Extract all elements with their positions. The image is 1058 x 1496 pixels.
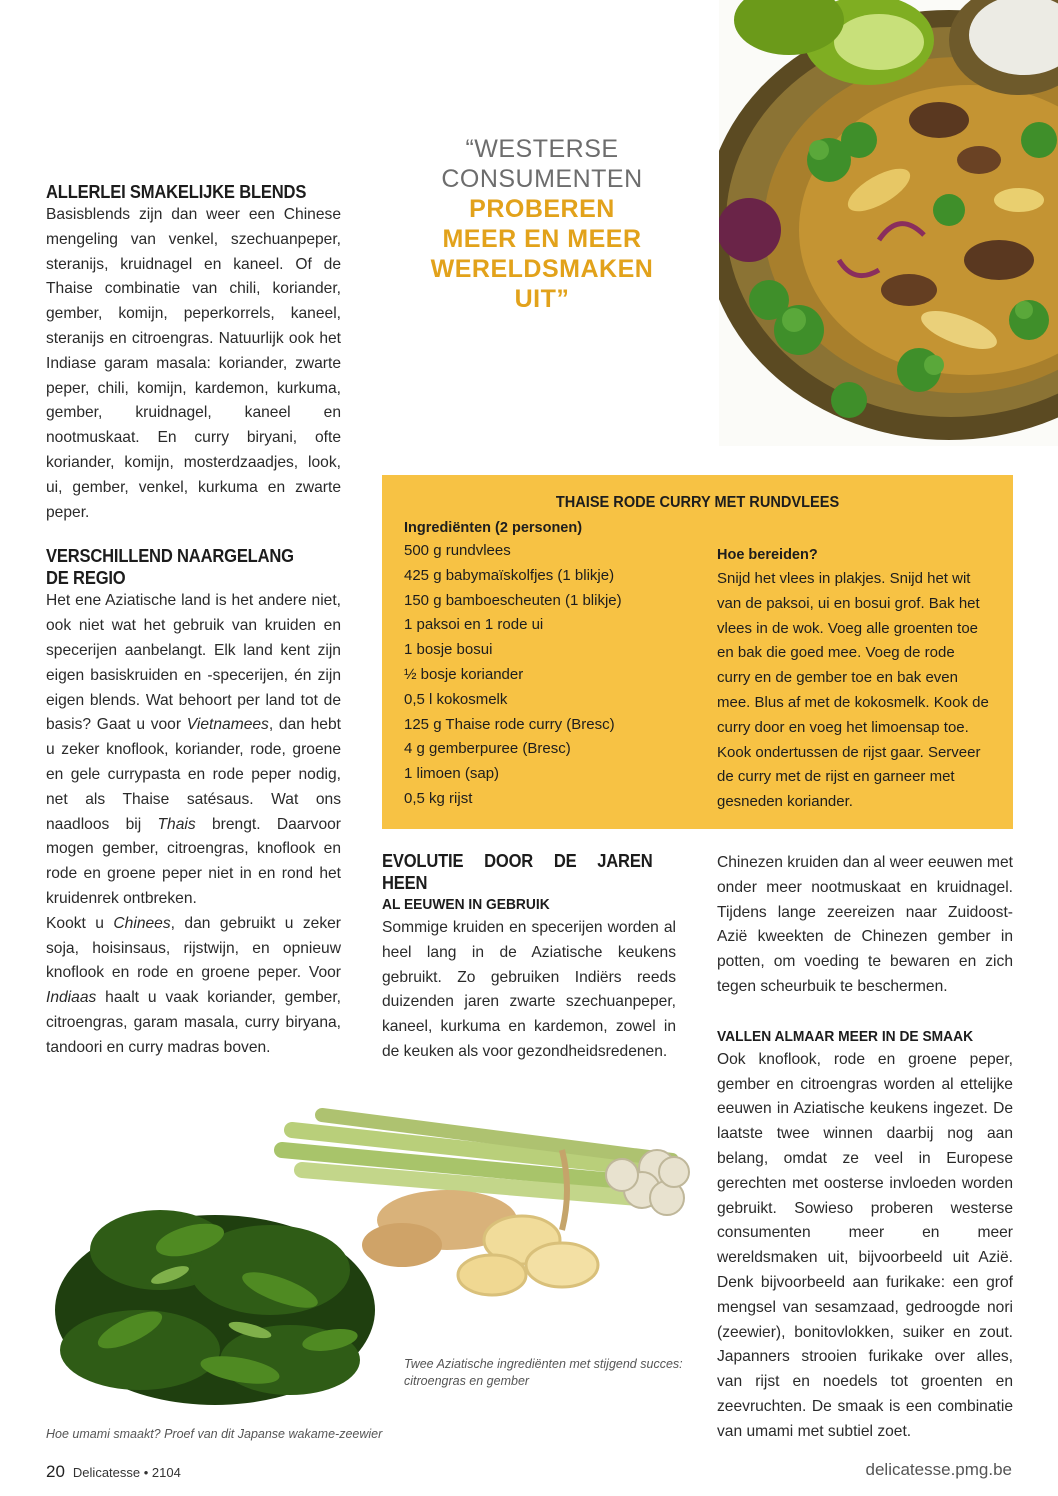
ingredient-item: ½ bosje koriander <box>404 665 524 683</box>
ingredient-item: 500 g rundvlees <box>404 542 511 559</box>
body-paragraph: Ook knoflook, rode en groene peper, gember en citroengras worden al ettelijke eeuwen in Aziatische keukens ingezet. De laatste twee winnen daarbij nog aan belang, omdat ze veel in Europese gerechten met oosterse invloeden worden gebruikt. Sowieso proberen westerse consumenten meer en meer wereldsmaken uit, bijvoorbeeld uit Azië. Denk bijvoorbeeld aan furikake: een grof mengsel van sesamzaad, gedroogde nori (zeewier), bonitovlokken, suiker en zout. Japanners strooien furikake over alles, van rijst en noedels tot groenten en zeevruchten. De smaak is een combinatie van umami met subtiel zoet. <box>717 1050 1013 1440</box>
pull-quote-highlight: MEER EN MEER <box>442 225 642 253</box>
photo-caption: Twee Aziatische ingrediënten met stijgend succes: citroengras en gember <box>404 1357 683 1388</box>
pull-quote-line: “WESTERSE <box>465 135 619 163</box>
recipe-ingredients <box>404 517 704 812</box>
curry-dish-photo <box>719 0 1058 446</box>
ingredient-item: 125 g Thaise rode curry (Bresc) <box>404 715 615 733</box>
ingredient-item: 1 limoen (sap) <box>404 765 500 783</box>
body-paragraph: Het ene Aziatische land is het andere niet, ook niet wat het gebruik van kruiden en specerijen aanbelangt. Elk land kent zijn eigen basiskruiden en -specerijen, én zijn eigen blends. Wat behoort per land tot de basis? Gaat u voor Vietnamees, dan hebt u zeker knoflook, koriander, rode, groene en gele currypasta en rode peper nodig, net als Thaise satésaus. Wat ons naadloos bij Thais brengt. Daarvoor mogen gember, citroengras, knoflook en rode en groene peper niet in en rond het kruidenrek ontbreken. <box>46 592 341 907</box>
page-footer-left <box>46 1462 181 1482</box>
pull-quote-highlight: PROBEREN <box>469 195 615 223</box>
wakame-seaweed-photo <box>40 1180 390 1420</box>
section-heading: EVOLUTIE DOOR DE JAREN HEEN <box>382 851 653 893</box>
section-heading: VERSCHILLEND NAARGELANG <box>46 546 294 567</box>
website-link[interactable]: delicatesse.pmg.be <box>865 1460 1012 1479</box>
ingredient-item: 0,5 kg rijst <box>404 789 473 807</box>
right-column <box>717 851 1013 1445</box>
magazine-issue: Delicatesse • 2104 <box>72 1465 181 1480</box>
body-paragraph: Chinezen kruiden dan al weer eeuwen met onder meer nootmuskaat en kruidnagel. Tijdens lange zeereizen naar Zuidoost-Azië kweekten de Chinezen gember in potten, om voeding te bewaren en zich tegen scheurbuik te beschermen. <box>717 854 1013 995</box>
pull-quote-line: CONSUMENTEN <box>441 165 643 193</box>
ingredient-item: 1 bosje bosui <box>404 641 493 659</box>
ingredient-item: 4 g gemberpuree (Bresc) <box>404 740 571 758</box>
ingredient-item: 1 paksoi en 1 rode ui <box>404 616 544 634</box>
ingredient-item: 0,5 l kokosmelk <box>404 690 508 708</box>
ingredients-heading: Ingrediënten (2 personen) <box>404 520 583 536</box>
body-paragraph: Sommige kruiden en specerijen worden al heel lang in de Aziatische keukens gebruikt. Zo gebruiken Indiërs reeds duizenden jaren zwarte szechuanpeper, kaneel, kurkuma en kardemon, zowel in de keuken als voor gezondheidsredenen. <box>382 919 676 1060</box>
recipe-title: THAISE RODE CURRY MET RUNDVLEES <box>555 494 840 511</box>
ingredients-list <box>404 539 704 812</box>
ingredient-item: 150 g bamboescheuten (1 blikje) <box>404 591 622 609</box>
photo-caption: Hoe umami smaakt? Proef van dit Japanse wakame-zeewier <box>46 1427 383 1441</box>
page-number: 20 <box>46 1462 65 1481</box>
recipe-box <box>382 475 1013 829</box>
pull-quote-highlight: WERELDSMAKEN <box>430 255 654 283</box>
method-heading: Hoe bereiden? <box>717 547 818 563</box>
recipe-method <box>717 543 989 815</box>
section-heading: ALLERLEI SMAKELIJKE BLENDS <box>46 182 307 202</box>
body-paragraph: Kookt u Chinees, dan gebruikt u zeker soja, hoisinsaus, rijstwijn, en opnieuw knoflook en rode en groene peper. Voor Indiaas haalt u vaak koriander, gember, citroengras, garam masala, curry biryana, tandoori en curry madras boven. <box>46 914 341 1056</box>
subsection-heading: VALLEN ALMAAR MEER IN DE SMAAK <box>717 1027 974 1045</box>
ingredient-item: 425 g babymaïskolfjes (1 blikje) <box>404 566 615 584</box>
method-text: Snijd het vlees in plakjes. Snijd het wit van de paksoi, ui en bosui grof. Bak het vlees in de wok. Voeg alle groenten toe en bak die goed mee. Voeg de rode curry en de gember toe en bak even mee. Blus af met de kokosmelk. Kook de curry door en voeg het limoensap toe. Kook ondertussen de rijst gaar. Serveer de curry met de rijst en garneer met gesneden koriander. <box>717 570 989 811</box>
section-heading: DE REGIO <box>46 568 126 589</box>
left-column <box>46 181 341 1061</box>
subsection-heading: AL EEUWEN IN GEBRUIK <box>382 896 550 913</box>
pull-quote <box>384 134 700 314</box>
middle-column <box>382 850 676 1065</box>
pull-quote-highlight: UIT” <box>514 285 570 313</box>
body-paragraph: Basisblends zijn dan weer een Chinese mengeling van venkel, szechuanpeper, steranijs, kruidnagel en kaneel. Of de Thaise combinatie van chili, koriander, gember, komijn, peperkorrels, kaneel, steranijs en citroengras. Natuurlijk ook het Indiase garam masala: koriander, zwarte peper, chili, komijn, kardemon, kurkuma, gember, kruidnagel, kaneel en nootmuskaat. En curry biryani, ofte koriander, komijn, mosterdzaadjes, look, ui, gember, venkel, kurkuma en zwarte peper. <box>46 206 341 521</box>
